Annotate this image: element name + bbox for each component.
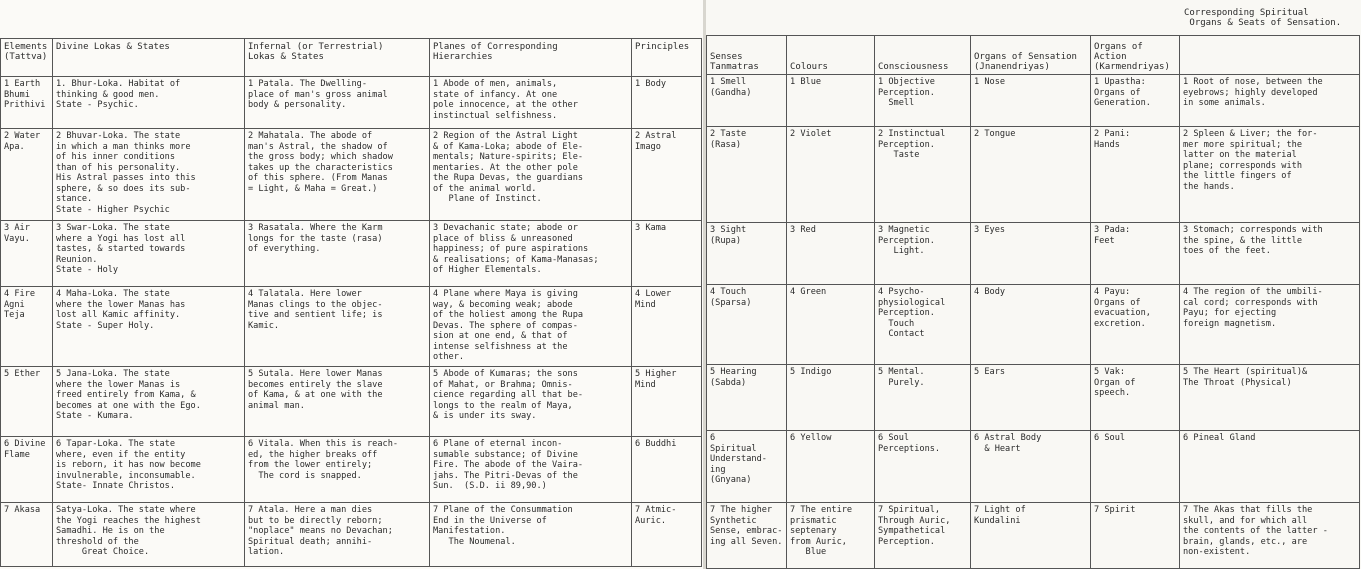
colour-cell: 7 The entire prismatic septenary from Auric, Blue bbox=[787, 503, 875, 569]
sensation-cell: 3 Eyes bbox=[971, 223, 1091, 285]
colour-cell: 1 Blue bbox=[787, 75, 875, 127]
sense-cell: 1 Smell (Gandha) bbox=[707, 75, 787, 127]
element-cell: 1 Earth Bhumi Prithivi bbox=[1, 77, 53, 129]
header-infernal-lokas: Infernal (or Terrestrial) Lokas & States bbox=[245, 39, 430, 77]
table-row bbox=[707, 431, 1360, 503]
spiritual-organs-title: Corresponding Spiritual Organs & Seats of Sensation. bbox=[1184, 8, 1342, 28]
element-cell: 5 Ether bbox=[1, 367, 53, 437]
colour-cell: 5 Indigo bbox=[787, 365, 875, 431]
loka-cell: 1. Bhur-Loka. Habitat of thinking & good men. State - Psychic. bbox=[53, 77, 245, 129]
sensation-cell: 2 Tongue bbox=[971, 127, 1091, 223]
loka-cell: 3 Swar-Loka. The state where a Yogi has lost all tastes, & started towards Reunion. State - Holy bbox=[53, 221, 245, 287]
sense-cell: 2 Taste (Rasa) bbox=[707, 127, 787, 223]
sensation-cell: 5 Ears bbox=[971, 365, 1091, 431]
action-cell: 2 Pani: Hands bbox=[1091, 127, 1180, 223]
sense-cell: 6 Spiritual Understand- ing (Gnyana) bbox=[707, 431, 787, 503]
table-row bbox=[1, 437, 702, 503]
table-row bbox=[707, 75, 1360, 127]
header-colours: Colours bbox=[787, 36, 875, 75]
sensation-cell: 1 Nose bbox=[971, 75, 1091, 127]
action-cell: 4 Payu: Organs of evacuation, excretion. bbox=[1091, 285, 1180, 365]
infernal-cell: 1 Patala. The Dwelling- place of man's gross animal body & personality. bbox=[245, 77, 430, 129]
sensation-cell: 7 Light of Kundalini bbox=[971, 503, 1091, 569]
left-table bbox=[0, 38, 702, 567]
spiritual-cell: 1 Root of nose, between the eyebrows; highly developed in some animals. bbox=[1180, 75, 1360, 127]
header-senses: Senses Tanmatras bbox=[707, 36, 787, 75]
table-row bbox=[707, 503, 1360, 569]
element-cell: 6 Divine Flame bbox=[1, 437, 53, 503]
header-consciousness: Consciousness bbox=[875, 36, 971, 75]
infernal-cell: 2 Mahatala. The abode of man's Astral, the shadow of the gross body; which shadow takes up the characteristics of this sphere. (From Manas = Light, & Maha = Great.) bbox=[245, 129, 430, 221]
right-page bbox=[706, 0, 1361, 569]
action-cell: 5 Vak: Organ of speech. bbox=[1091, 365, 1180, 431]
right-header-row bbox=[707, 36, 1360, 75]
spiritual-cell: 2 Spleen & Liver; the for- mer more spiritual; the latter on the material plane; corresponds with the little fingers of the hands. bbox=[1180, 127, 1360, 223]
plane-cell: 2 Region of the Astral Light & of Kama-Loka; abode of Ele- mentals; Nature-spirits; Ele- mentaries. At the other pole the Rupa Devas, the guardians of the animal world. Plane of Instinct. bbox=[430, 129, 632, 221]
spiritual-cell: 4 The region of the umbili- cal cord; corresponds with Payu; for ejecting foreign magnetism. bbox=[1180, 285, 1360, 365]
table-row bbox=[707, 285, 1360, 365]
header-planes: Planes of Corresponding Hierarchies bbox=[430, 39, 632, 77]
consciousness-cell: 5 Mental. Purely. bbox=[875, 365, 971, 431]
header-organs-sensation: Organs of Sensation (Jnanendriyas) bbox=[971, 36, 1091, 75]
principle-cell: 7 Atmic- Auric. bbox=[632, 503, 702, 567]
element-cell: 3 Air Vayu. bbox=[1, 221, 53, 287]
plane-cell: 6 Plane of eternal incon- sumable substance; of Divine Fire. The abode of the Vaira- jahs. The Pitri-Devas of the Sun. (S.D. ii 89,90.) bbox=[430, 437, 632, 503]
sensation-cell: 6 Astral Body & Heart bbox=[971, 431, 1091, 503]
plane-cell: 7 Plane of the Consummation End in the Universe of Manifestation. The Noumenal. bbox=[430, 503, 632, 567]
loka-cell: 5 Jana-Loka. The state where the lower Manas is freed entirely from Kama, & becomes at one with the Ego. State - Kumara. bbox=[53, 367, 245, 437]
consciousness-cell: 3 Magnetic Perception. Light. bbox=[875, 223, 971, 285]
header-divine-lokas: Divine Lokas & States bbox=[53, 39, 245, 77]
sense-cell: 4 Touch (Sparsa) bbox=[707, 285, 787, 365]
consciousness-cell: 1 Objective Perception. Smell bbox=[875, 75, 971, 127]
plane-cell: 1 Abode of men, animals, state of infancy. At one pole innocence, at the other instinctual selfishness. bbox=[430, 77, 632, 129]
right-table bbox=[706, 35, 1360, 569]
consciousness-cell: 4 Psycho- physiological Perception. Touch Contact bbox=[875, 285, 971, 365]
principle-cell: 5 Higher Mind bbox=[632, 367, 702, 437]
sense-cell: 5 Hearing (Sabda) bbox=[707, 365, 787, 431]
table-row bbox=[707, 127, 1360, 223]
consciousness-cell: 7 Spiritual, Through Auric, Sympathetical Perception. bbox=[875, 503, 971, 569]
consciousness-cell: 6 Soul Perceptions. bbox=[875, 431, 971, 503]
header-elements: Elements (Tattva) bbox=[1, 39, 53, 77]
plane-cell: 3 Devachanic state; abode or place of bliss & unreasoned happiness; of pure aspirations & realisations; of Kama-Manasas; of Higher Elementals. bbox=[430, 221, 632, 287]
table-row bbox=[1, 503, 702, 567]
colour-cell: 6 Yellow bbox=[787, 431, 875, 503]
plane-cell: 4 Plane where Maya is giving way, & becoming weak; abode of the holiest among the Rupa Devas. The sphere of compas- sion at one end, & that of intense selfishness at the other. bbox=[430, 287, 632, 367]
loka-cell: 6 Tapar-Loka. The state where, even if the entity is reborn, it has now become invulnerable, inconsumable. State- Innate Christos. bbox=[53, 437, 245, 503]
table-row bbox=[1, 367, 702, 437]
infernal-cell: 4 Talatala. Here lower Manas clings to the objec- tive and sentient life; is Kamic. bbox=[245, 287, 430, 367]
header-organs-action: Organs of Action (Karmendriyas) bbox=[1091, 36, 1180, 75]
loka-cell: 2 Bhuvar-Loka. The state in which a man thinks more of his inner conditions than of his personality. His Astral passes into this sphere, & so does its sub- stance. State - Higher Psychic bbox=[53, 129, 245, 221]
infernal-cell: 6 Vitala. When this is reach- ed, the higher breaks off from the lower entirely; The cord is snapped. bbox=[245, 437, 430, 503]
loka-cell: Satya-Loka. The state where the Yogi reaches the highest Samadhi. He is on the threshold of the Great Choice. bbox=[53, 503, 245, 567]
element-cell: 4 Fire Agni Teja bbox=[1, 287, 53, 367]
action-cell: 1 Upastha: Organs of Generation. bbox=[1091, 75, 1180, 127]
action-cell: 6 Soul bbox=[1091, 431, 1180, 503]
spiritual-cell: 6 Pineal Gland bbox=[1180, 431, 1360, 503]
principle-cell: 1 Body bbox=[632, 77, 702, 129]
action-cell: 7 Spirit bbox=[1091, 503, 1180, 569]
table-row bbox=[1, 77, 702, 129]
sensation-cell: 4 Body bbox=[971, 285, 1091, 365]
element-cell: 7 Akasa bbox=[1, 503, 53, 567]
table-row bbox=[1, 221, 702, 287]
element-cell: 2 Water Apa. bbox=[1, 129, 53, 221]
plane-cell: 5 Abode of Kumaras; the sons of Mahat, or Brahma; Omnis- cience regarding all that be- longs to the realm of Maya, & is under its sway. bbox=[430, 367, 632, 437]
sense-cell: 3 Sight (Rupa) bbox=[707, 223, 787, 285]
infernal-cell: 5 Sutala. Here lower Manas becomes entirely the slave of Kama, & at one with the animal man. bbox=[245, 367, 430, 437]
colour-cell: 2 Violet bbox=[787, 127, 875, 223]
principle-cell: 4 Lower Mind bbox=[632, 287, 702, 367]
infernal-cell: 7 Atala. Here a man dies but to be directly reborn; "noplace" means no Devachan; Spiritual death; annihi- lation. bbox=[245, 503, 430, 567]
table-row bbox=[1, 287, 702, 367]
table-row bbox=[707, 365, 1360, 431]
action-cell: 3 Pada: Feet bbox=[1091, 223, 1180, 285]
loka-cell: 4 Maha-Loka. The state where the lower Manas has lost all Kamic affinity. State - Super Holy. bbox=[53, 287, 245, 367]
principle-cell: 6 Buddhi bbox=[632, 437, 702, 503]
header-principles: Principles bbox=[632, 39, 702, 77]
principle-cell: 3 Kama bbox=[632, 221, 702, 287]
colour-cell: 4 Green bbox=[787, 285, 875, 365]
principle-cell: 2 Astral Imago bbox=[632, 129, 702, 221]
spiritual-cell: 7 The Akas that fills the skull, and for which all the contents of the latter - brain, glands, etc., are non-existent. bbox=[1180, 503, 1360, 569]
consciousness-cell: 2 Instinctual Perception. Taste bbox=[875, 127, 971, 223]
colour-cell: 3 Red bbox=[787, 223, 875, 285]
infernal-cell: 3 Rasatala. Where the Karm longs for the taste (rasa) of everything. bbox=[245, 221, 430, 287]
sense-cell: 7 The higher Synthetic Sense, embrac- ing all Seven. bbox=[707, 503, 787, 569]
header-spiritual-organs bbox=[1180, 36, 1360, 75]
table-row bbox=[707, 223, 1360, 285]
left-header-row bbox=[1, 39, 702, 77]
table-row bbox=[1, 129, 702, 221]
spiritual-cell: 3 Stomach; corresponds with the spine, & the little toes of the feet. bbox=[1180, 223, 1360, 285]
spiritual-cell: 5 The Heart (spiritual)& The Throat (Physical) bbox=[1180, 365, 1360, 431]
